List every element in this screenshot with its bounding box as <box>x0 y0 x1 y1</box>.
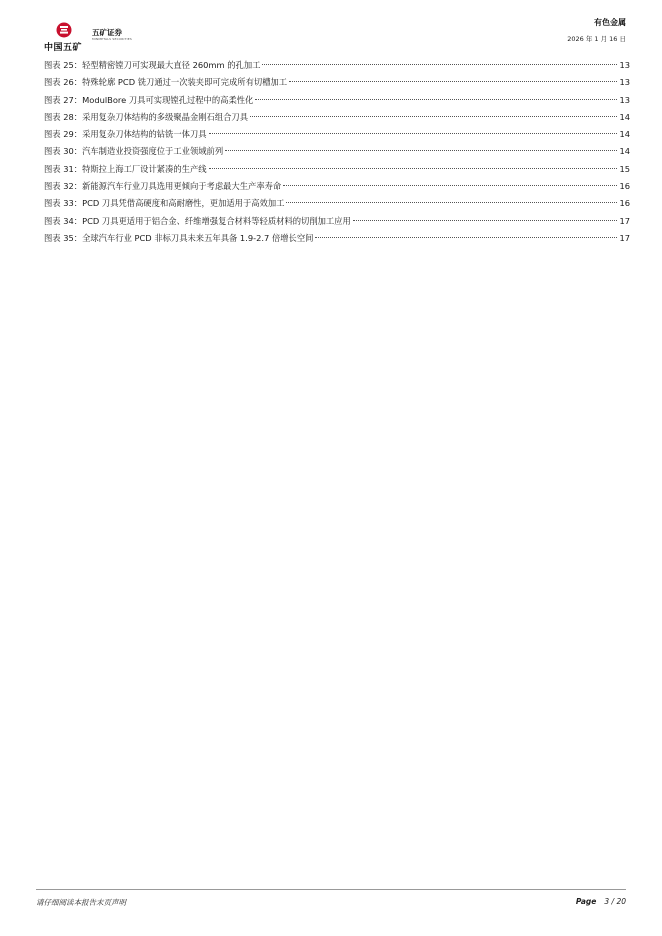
toc-entry[interactable] <box>44 109 630 126</box>
china-minmetals-logo-icon <box>56 22 72 38</box>
toc-leader <box>209 168 618 169</box>
toc-page: 13 <box>619 60 630 70</box>
toc-page: 14 <box>619 111 630 122</box>
footer-disclaimer: 请仔细阅读本报告末页声明 <box>36 898 126 907</box>
firm-name: 五矿证券 <box>92 28 122 37</box>
footer-page-indicator <box>576 897 626 906</box>
toc-entry[interactable] <box>44 230 630 247</box>
toc-entry[interactable] <box>44 213 630 230</box>
toc-page: 13 <box>619 77 630 88</box>
toc-entry[interactable] <box>44 143 630 160</box>
toc-entry[interactable] <box>44 126 630 143</box>
report-date: 2026 年 1 月 16 日 <box>567 35 626 43</box>
toc-leader <box>225 150 617 151</box>
toc-label: 图表 25：轻型精密镗刀可实现最大直径 260mm 的孔加工 <box>44 60 261 70</box>
toc-leader <box>289 81 617 82</box>
figure-list <box>44 57 630 247</box>
logo-text: 中国五矿 <box>44 43 83 53</box>
toc-page: 14 <box>619 146 630 157</box>
toc-label: 图表 32：新能源汽车行业刀具选用更倾向于考虑最大生产率寿命 <box>44 181 282 192</box>
page-number: 3 / 20 <box>604 897 626 906</box>
toc-entry[interactable] <box>44 161 630 178</box>
toc-leader <box>353 220 618 221</box>
footer-divider <box>36 889 626 890</box>
toc-page: 13 <box>619 94 630 105</box>
toc-label: 图表 29：采用复杂刀体结构的钻铣一体刀具 <box>44 129 207 140</box>
toc-leader <box>283 185 617 186</box>
toc-page: 15 <box>619 163 630 174</box>
toc-entry[interactable] <box>44 57 630 74</box>
toc-leader <box>255 99 617 100</box>
firm-name-en: MINMETALS SECURITIES <box>92 37 132 41</box>
toc-leader <box>262 64 617 65</box>
toc-label: 图表 30：汽车制造业投资强度位于工业领域前列 <box>44 146 224 157</box>
toc-label: 图表 34：PCD 刀具更适用于铝合金、纤维增强复合材料等轻质材料的切削加工应用 <box>44 215 351 226</box>
toc-entry[interactable] <box>44 74 630 91</box>
toc-page: 14 <box>619 129 630 140</box>
toc-page: 16 <box>619 181 630 192</box>
toc-label: 图表 28：采用复杂刀体结构的多级聚晶金刚石组合刀具 <box>44 111 249 122</box>
toc-leader <box>286 202 617 203</box>
toc-entry[interactable] <box>44 178 630 195</box>
firm-logo <box>92 28 132 41</box>
toc-label: 图表 35：全球汽车行业 PCD 非标刀具未来五年具备 1.9-2.7 倍增长空间 <box>44 232 314 243</box>
toc-leader <box>250 116 617 117</box>
toc-label: 图表 26：特殊轮廓 PCD 铣刀通过一次装夹即可完成所有切槽加工 <box>44 77 288 88</box>
toc-label: 图表 33：PCD 刀具凭借高硬度和高耐磨性，更加适用于高效加工 <box>44 198 285 209</box>
toc-page: 16 <box>619 198 630 209</box>
toc-page: 17 <box>619 232 630 243</box>
page-header <box>0 0 662 60</box>
sector-title: 有色金属 <box>594 18 626 27</box>
toc-label: 图表 27：ModulBore 刀具可实现镗孔过程中的高柔性化 <box>44 94 254 105</box>
toc-leader <box>209 133 618 134</box>
toc-entry[interactable] <box>44 195 630 212</box>
page-word: Page <box>575 897 597 906</box>
toc-leader <box>315 237 617 238</box>
toc-entry[interactable] <box>44 92 630 109</box>
toc-page: 17 <box>619 215 630 226</box>
toc-label: 图表 31：特斯拉上海工厂设计紧凑的生产线 <box>44 163 207 174</box>
